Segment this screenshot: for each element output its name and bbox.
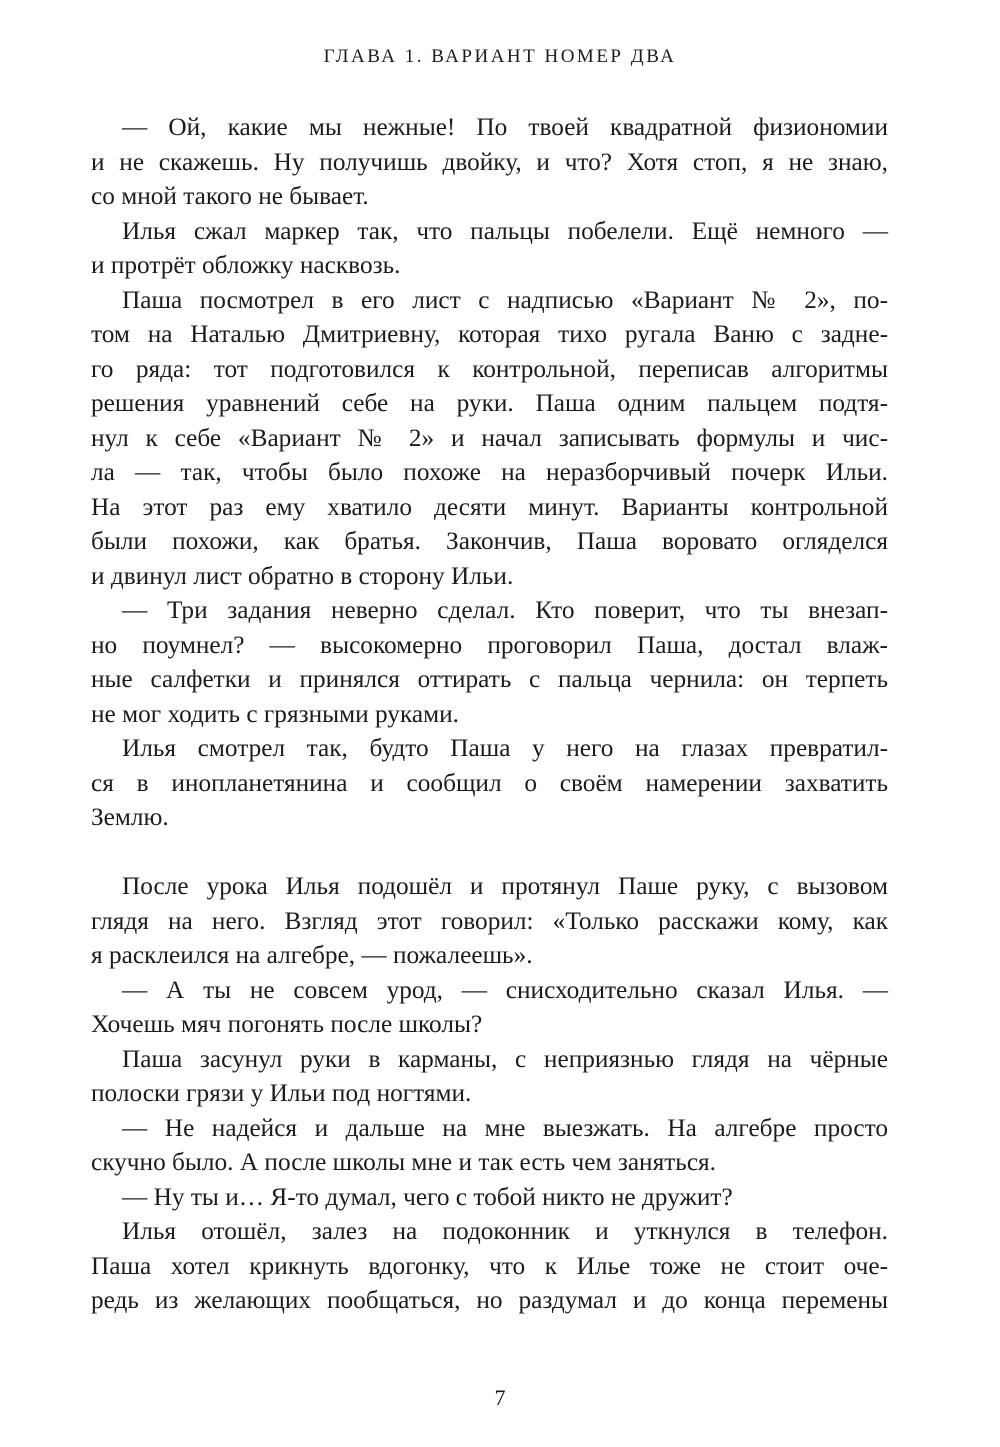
text-line: Илья сжал маркер так, что пальцы побелели. Ещё немного — <box>122 216 888 245</box>
text-line: — А ты не совсем урод, — снисходительно сказал Илья. — <box>122 975 888 1004</box>
text-line: Паша засунул руки в карманы, с неприязнью глядя на чёрные <box>122 1044 888 1073</box>
text-line: — Три задания неверно сделал. Кто поверит, что ты внезап- <box>122 596 888 624</box>
paragraph <box>91 1111 888 1180</box>
text-line: и протрёт обложку насквозь. <box>91 251 401 279</box>
paragraph <box>91 110 888 214</box>
running-head: ГЛАВА 1. ВАРИАНТ НОМЕР ДВА <box>323 46 677 67</box>
text-line: но поумнел? — высокомерно проговорил Паша, достал влаж- <box>91 630 888 659</box>
text-line: — Не надейся и дальше на мне выезжать. На алгебре просто <box>122 1113 888 1142</box>
text-line: нул к себе «Вариант № 2» и начал записывать формулы и чис- <box>91 423 888 452</box>
text-line: полоски грязи у Ильи под ногтями. <box>91 1079 472 1107</box>
text-line: Илья смотрел так, будто Паша у него на глазах превратил- <box>122 734 888 762</box>
text-line: не мог ходить с грязными руками. <box>91 699 459 728</box>
text-line: го ряда: тот подготовился к контрольной, переписав алгоритмы <box>91 354 888 383</box>
text-line: — Ну ты и… Я-то думал, чего с тобой никто не дружит? <box>122 1182 733 1211</box>
text-line: Хочешь мяч погонять после школы? <box>91 1010 483 1038</box>
text-line: со мной такого не бывает. <box>91 182 369 210</box>
text-line: том на Наталью Дмитриевну, которая тихо ругала Ваню с задне- <box>91 320 888 348</box>
text-line: Паша посмотрел в его лист с надписью «Вариант № 2», по- <box>122 285 888 314</box>
text-line: и двинул лист обратно в сторону Ильи. <box>91 561 514 590</box>
text-line: и не скажешь. Ну получишь двойку, и что? Хотя стоп, я не знаю, <box>91 147 888 176</box>
text-line: решения уравнений себе на руки. Паша одним пальцем подтя- <box>91 389 888 417</box>
text-line: были похожи, как братья. Закончив, Паша воровато огляделся <box>91 527 888 555</box>
text-line: я расклеился на алгебре, — пожалеешь». <box>91 941 533 969</box>
text-line: После урока Илья подошёл и протянул Паше руку, с вызовом <box>122 872 888 900</box>
paragraph <box>91 973 888 1042</box>
text-line: глядя на него. Взгляд этот говорил: «Только расскажи кому, как <box>91 906 888 935</box>
text-line: скучно было. А после школы мне и так есть чем заняться. <box>91 1148 717 1176</box>
text-line: Илья отошёл, залез на подоконник и уткнулся в телефон. <box>122 1217 888 1245</box>
text-line: ла — так, чтобы было похоже на неразборчивый почерк Ильи. <box>91 458 888 486</box>
paragraph <box>91 869 888 973</box>
paragraph <box>91 1042 888 1111</box>
paragraph <box>91 1214 888 1318</box>
text-line: — Ой, какие мы нежные! По твоей квадратной физиономии <box>122 113 888 141</box>
text-line: Землю. <box>91 803 169 831</box>
paragraph <box>91 214 888 283</box>
text-line: ные салфетки и принялся оттирать с пальца чернила: он терпеть <box>91 665 888 693</box>
text-line: редь из желающих пообщаться, но раздумал и до конца перемены <box>91 1286 888 1314</box>
text-line: Паша хотел крикнуть вдогонку, что к Илье тоже не стоит оче- <box>91 1251 888 1280</box>
body-text <box>91 110 888 1318</box>
scene-break <box>91 835 888 870</box>
paragraph <box>91 1180 888 1215</box>
paragraph <box>91 731 888 835</box>
text-line: ся в инопланетянина и сообщил о своём намерении захватить <box>91 768 888 797</box>
text-line: На этот раз ему хватило десяти минут. Варианты контрольной <box>91 492 888 521</box>
paragraph <box>91 283 888 594</box>
paragraph <box>91 593 888 731</box>
page-number: 7 <box>494 1385 506 1410</box>
